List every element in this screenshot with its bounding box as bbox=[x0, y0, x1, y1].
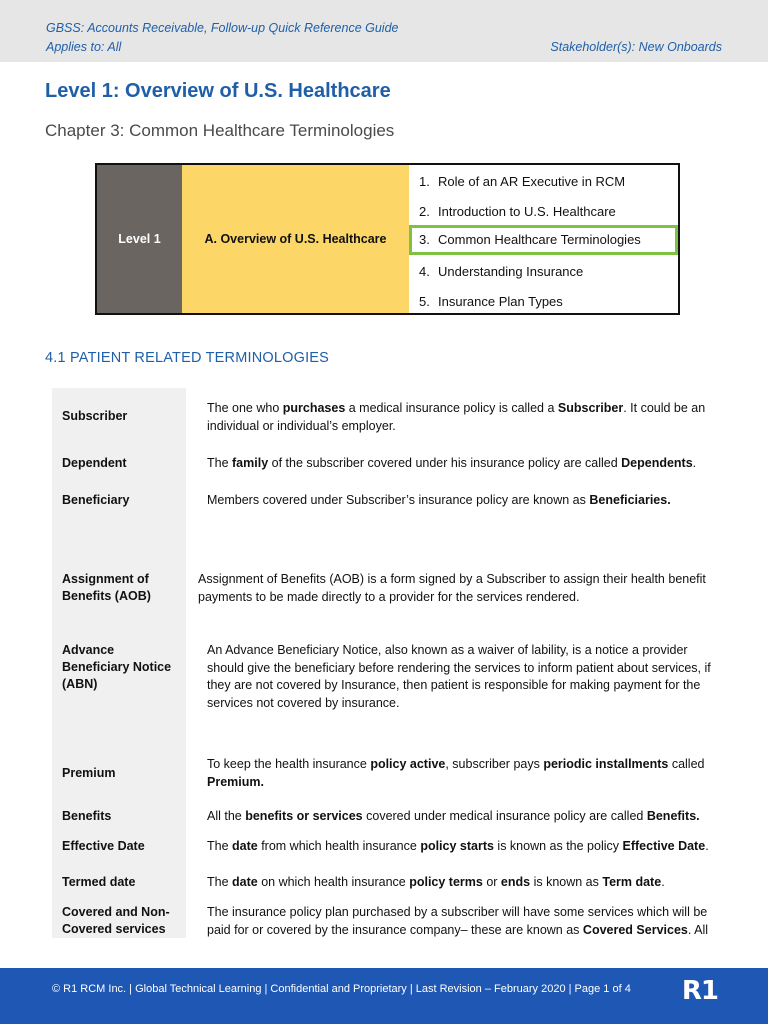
guide-title: GBSS: Accounts Receivable, Follow-up Quick Reference Guide bbox=[46, 21, 399, 35]
emphasis-text: Term date bbox=[602, 875, 662, 889]
r1-logo: R1 bbox=[681, 976, 718, 1006]
term-definition: All the benefits or services covered under medical insurance policy are called Benefits. bbox=[207, 809, 700, 823]
term-definition: The date from which health insurance policy starts is known as the policy Effective Date. bbox=[207, 839, 709, 853]
chapter-item-4 bbox=[409, 257, 678, 287]
section-heading: 4.1 PATIENT RELATED TERMINOLOGIES bbox=[45, 350, 330, 366]
emphasis-text: family bbox=[232, 456, 269, 470]
term-definition: Assignment of Benefits (AOB) is a form signed by a Subscriber to assign their health benefit payments to be made directly to a provider for the services rendered. bbox=[198, 572, 706, 604]
chapter-item-3-current bbox=[409, 225, 678, 255]
term-label: Dependent bbox=[62, 456, 127, 470]
emphasis-text: Subscriber bbox=[557, 401, 624, 415]
term-label: Subscriber bbox=[62, 409, 128, 423]
emphasis-text: Beneficiaries. bbox=[589, 493, 671, 507]
term-label: Advance Beneficiary Notice (ABN) bbox=[62, 643, 172, 691]
emphasis-text: Effective Date bbox=[622, 839, 706, 853]
document-header bbox=[0, 0, 768, 62]
term-definition: An Advance Beneficiary Notice, also known as a waiver of lability, is a notice a provider should give the beneficiary before rendering the services to inform patient about services, if they are not covered by Insurance, then patient is responsible for making payment for the services not covered by insurance. bbox=[207, 643, 711, 710]
chapter-number: 1. bbox=[419, 174, 430, 189]
chapter-number: 5. bbox=[419, 294, 430, 309]
term-label: Benefits bbox=[62, 809, 112, 823]
chapter-label: Common Healthcare Terminologies bbox=[438, 232, 641, 247]
term-definition: The insurance policy plan purchased by a subscriber will have some services which will be paid for or covered by the insurance company– these are known as Covered Services. All bbox=[207, 905, 709, 937]
emphasis-text: policy terms bbox=[409, 875, 483, 889]
term-label: Assignment of Benefits (AOB) bbox=[62, 572, 151, 603]
emphasis-text: date bbox=[232, 839, 258, 853]
chapter-number: 4. bbox=[419, 264, 430, 279]
chapter-item-5 bbox=[409, 287, 678, 317]
emphasis-text: Covered Services bbox=[582, 922, 688, 937]
term-label: Beneficiary bbox=[62, 493, 130, 507]
emphasis-text: policy active bbox=[370, 757, 446, 771]
term-label: Covered and Non-Covered services bbox=[62, 905, 170, 936]
chapter-label: Insurance Plan Types bbox=[438, 294, 563, 309]
chapter-label: Introduction to U.S. Healthcare bbox=[438, 204, 616, 219]
term-definition: Members covered under Subscriber’s insurance policy are known as Beneficiaries. bbox=[207, 493, 671, 507]
term-label: Premium bbox=[62, 766, 116, 780]
emphasis-text: Dependents bbox=[621, 456, 693, 470]
chapter-number: 2. bbox=[419, 204, 430, 219]
term-label: Effective Date bbox=[62, 839, 145, 853]
emphasis-text: benefits or services bbox=[245, 809, 363, 823]
level-heading: Level 1: Overview of U.S. Healthcare bbox=[45, 80, 391, 102]
stakeholders: Stakeholder(s): New Onboards bbox=[550, 40, 722, 54]
chapter-heading: Chapter 3: Common Healthcare Terminologies bbox=[45, 121, 395, 140]
chapter-item-1 bbox=[409, 167, 678, 197]
overview-level-cell: Level 1 bbox=[97, 165, 182, 313]
applies-to: Applies to: All bbox=[46, 40, 122, 54]
term-definition: The one who purchases a medical insurance policy is called a Subscriber. It could be an individual or individual’s employer. bbox=[207, 401, 706, 433]
emphasis-text: Benefits. bbox=[646, 809, 700, 823]
overview-box bbox=[95, 163, 680, 315]
term-definition: The date on which health insurance policy terms or ends is known as Term date. bbox=[207, 875, 665, 889]
chapter-item-2 bbox=[409, 197, 678, 227]
emphasis-text: date bbox=[232, 875, 258, 889]
emphasis-text: ends bbox=[500, 875, 531, 889]
overview-section-cell: A. Overview of U.S. Healthcare bbox=[182, 165, 409, 313]
document-footer bbox=[0, 968, 768, 1024]
emphasis-text: purchases bbox=[282, 401, 346, 415]
term-definition: To keep the health insurance policy active, subscriber pays periodic installments called Premium. bbox=[207, 757, 705, 789]
chapter-number: 3. bbox=[419, 232, 430, 247]
chapter-label: Role of an AR Executive in RCM bbox=[438, 174, 626, 189]
footer-text: © R1 RCM Inc. | Global Technical Learning | Confidential and Proprietary | Last Revision – February 2020 | Page 1 of 4 bbox=[52, 983, 631, 995]
emphasis-text: policy starts bbox=[420, 839, 494, 853]
term-definition: The family of the subscriber covered under his insurance policy are called Dependents. bbox=[207, 456, 697, 470]
term-label: Termed date bbox=[62, 875, 136, 889]
emphasis-text: periodic installments bbox=[543, 757, 669, 771]
chapter-label: Understanding Insurance bbox=[438, 264, 584, 279]
overview-chapter-list bbox=[409, 165, 678, 313]
emphasis-text: Premium. bbox=[207, 774, 264, 789]
